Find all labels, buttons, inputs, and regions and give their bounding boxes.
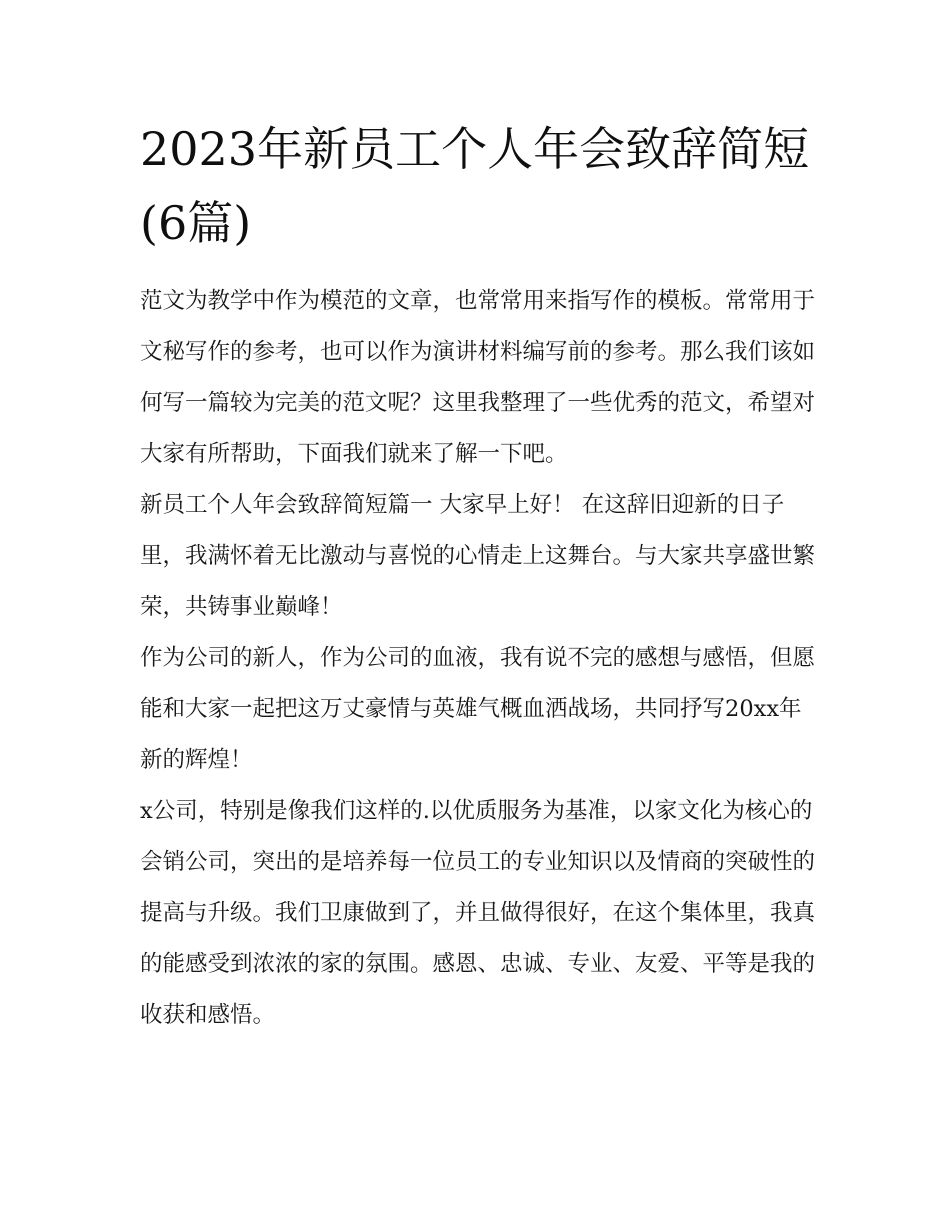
- document-title: 2023年新员工个人年会致辞简短(6篇): [140, 122, 810, 250]
- paragraph-greeting: 新员工个人年会致辞简短篇一 大家早上好！ 在这辞旧迎新的日子里，我满怀着无比激动与喜悦的心情走上这舞台。与大家共享盛世繁荣，共铸事业巅峰！: [140, 492, 816, 620]
- paragraph-newcomer: 作为公司的新人，作为公司的血液，我有说不完的感想与感悟，但愿能和大家一起把这万丈豪情与英雄气概血洒战场，共同抒写20xx年新的辉煌！: [140, 645, 816, 773]
- paragraph-intro: 范文为教学中作为模范的文章，也常常用来指写作的模板。常常用于文秘写作的参考，也可以作为演讲材料编写前的参考。那么我们该如何写一篇较为完美的范文呢？这里我整理了一些优秀的范文，希望对大家有所帮助，下面我们就来了解一下吧。: [140, 288, 816, 467]
- document-body: [140, 276, 820, 1041]
- paragraph-company: x公司，特别是像我们这样的.以优质服务为基准，以家文化为核心的会销公司，突出的是培养每一位员工的专业知识以及情商的突破性的提高与升级。我们卫康做到了，并且做得很好，在这个集体里，我真的能感受到浓浓的家的氛围。感恩、忠诚、专业、友爱、平等是我的收获和感悟。: [140, 798, 816, 1028]
